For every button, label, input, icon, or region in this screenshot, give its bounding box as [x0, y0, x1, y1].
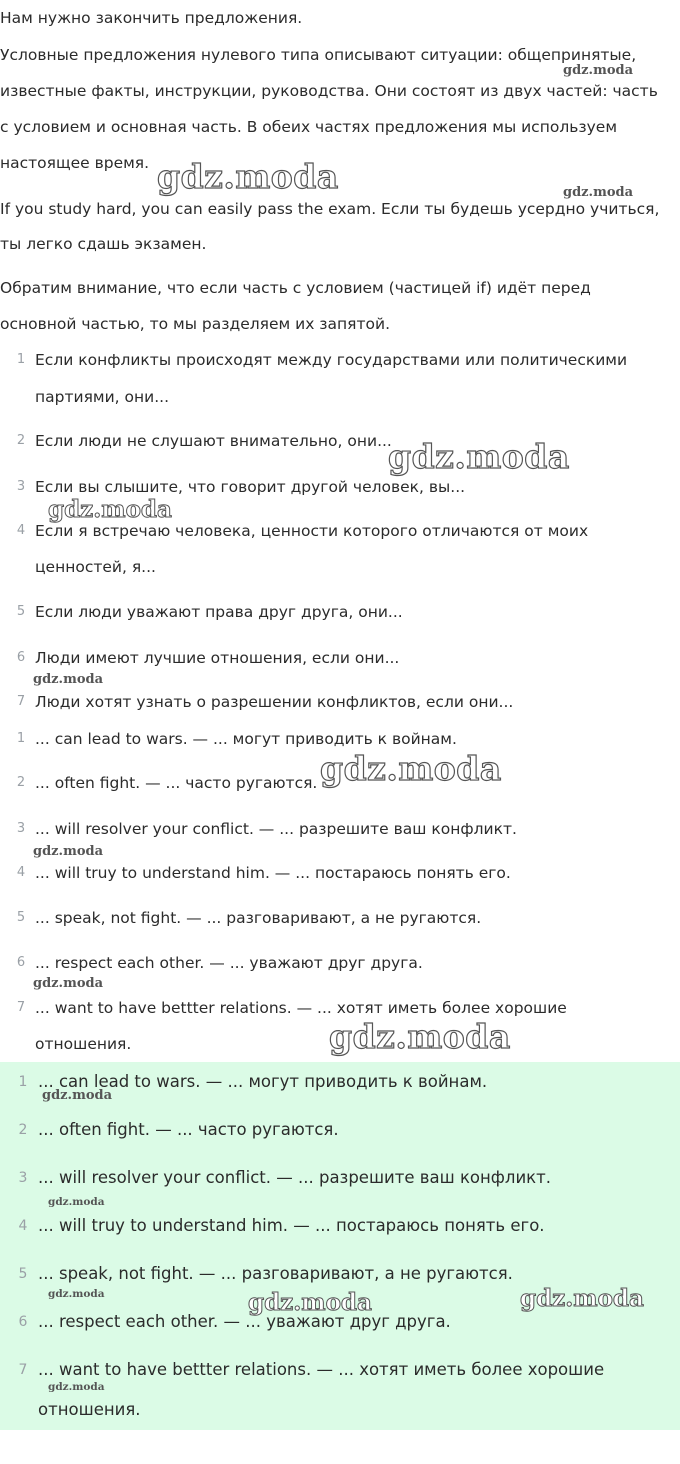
watermark-logo: gdz.moda	[388, 437, 570, 476]
intro-line: с условием и основная часть. В обеих частях предложения мы используем	[0, 118, 618, 136]
item-text: ... can lead to wars. — ... могут приводить к войнам.	[38, 1072, 488, 1091]
watermark-logo: gdz.moda	[329, 1017, 511, 1056]
watermark-logo: gdz.moda	[48, 1288, 105, 1300]
item-number: 5	[16, 910, 26, 925]
watermark-logo: gdz.moda	[563, 63, 634, 78]
watermark-logo: gdz.moda	[320, 749, 502, 788]
item-text: отношения.	[35, 1035, 132, 1053]
item-text: Люди хотят узнать о разрешении конфликтов, если они...	[35, 693, 514, 711]
intro-line: Нам нужно закончить предложения.	[0, 9, 303, 27]
watermark-logo: gdz.moda	[33, 844, 104, 859]
note-line: основной частью, то мы разделяем их запятой.	[0, 315, 391, 333]
watermark-logo: gdz.moda	[248, 1289, 372, 1316]
item-number: 7	[16, 1000, 26, 1015]
item-text: ... want to have bettter relations. — ... хотят иметь более хорошие	[35, 999, 567, 1017]
item-number: 5	[16, 604, 26, 619]
item-number: 4	[16, 523, 26, 538]
watermark-logo: gdz.moda	[157, 157, 339, 196]
item-number: 4	[18, 1218, 28, 1234]
item-text: ... want to have bettter relations. — ... хотят иметь более хорошие	[38, 1360, 605, 1379]
item-number: 1	[16, 352, 26, 367]
note-line: Обратим внимание, что если часть с условием (частицей if) идёт перед	[0, 279, 591, 297]
intro-line: известные факты, инструкции, руководства. Они состоят из двух частей: часть	[0, 82, 658, 100]
item-text: ... speak, not fight. — ... разговаривают, а не ругаются.	[38, 1264, 513, 1283]
intro-line: настоящее время.	[0, 154, 150, 172]
item-text: ... will truy to understand him. — ... постараюсь понять его.	[35, 864, 511, 882]
item-text: Если конфликты происходят между государствами или политическими	[35, 351, 628, 369]
item-number: 3	[18, 1170, 28, 1186]
item-number: 1	[16, 731, 26, 746]
item-number: 6	[16, 650, 26, 665]
item-number: 7	[18, 1362, 28, 1378]
item-number: 7	[16, 694, 26, 709]
example-line: ты легко сдашь экзамен.	[0, 235, 207, 253]
item-number: 3	[16, 479, 26, 494]
watermark-logo: gdz.moda	[33, 672, 104, 687]
item-number: 2	[16, 775, 26, 790]
watermark-logo: gdz.moda	[48, 1381, 105, 1393]
item-number: 3	[16, 821, 26, 836]
example-line: If you study hard, you can easily pass the exam. Если ты будешь усердно учиться,	[0, 200, 660, 218]
item-number: 4	[16, 865, 26, 880]
item-text: Люди имеют лучшие отношения, если они...	[35, 649, 400, 667]
item-text: ... respect each other. — ... уважают друг друга.	[35, 954, 423, 972]
item-text: Если люди уважают права друг друга, они...	[35, 603, 403, 621]
watermark-logo: gdz.moda	[42, 1088, 113, 1103]
item-text: ... often fight. — ... часто ругаются.	[35, 774, 318, 792]
item-text: отношения.	[38, 1400, 141, 1419]
item-text: ... often fight. — ... часто ругаются.	[38, 1120, 339, 1139]
item-number: 2	[16, 433, 26, 448]
item-number: 2	[18, 1122, 28, 1138]
item-number: 6	[16, 955, 26, 970]
item-text: ... will truy to understand him. — ... постараюсь понять его.	[38, 1216, 545, 1235]
answer-box	[0, 1062, 680, 1430]
watermark-logo: gdz.moda	[48, 1196, 105, 1208]
item-text: партиями, они...	[35, 388, 169, 406]
item-text: Если вы слышите, что говорит другой человек, вы...	[35, 478, 466, 496]
item-text: ... speak, not fight. — ... разговаривают, а не ругаются.	[35, 909, 482, 927]
item-text: ... will resolver your conflict. — ... разрешите ваш конфликт.	[38, 1168, 552, 1187]
item-text: Если я встречаю человека, ценности которого отличаются от моих	[35, 522, 589, 540]
item-text: ... respect each other. — ... уважают друг друга.	[38, 1312, 451, 1331]
item-number: 5	[18, 1266, 28, 1282]
item-text: ценностей, я...	[35, 558, 156, 576]
watermark-logo: gdz.moda	[33, 976, 104, 991]
item-text: ... can lead to wars. — ... могут приводить к войнам.	[35, 730, 457, 748]
watermark-logo: gdz.moda	[48, 496, 172, 523]
intro-line: Условные предложения нулевого типа описывают ситуации: общепринятые,	[0, 46, 637, 64]
watermark-logo: gdz.moda	[520, 1285, 644, 1312]
item-number: 6	[18, 1314, 28, 1330]
item-text: Если люди не слушают внимательно, они...	[35, 432, 392, 450]
item-text: ... will resolver your conflict. — ... разрешите ваш конфликт.	[35, 820, 517, 838]
watermark-logo: gdz.moda	[563, 185, 634, 200]
item-number: 1	[18, 1074, 28, 1090]
